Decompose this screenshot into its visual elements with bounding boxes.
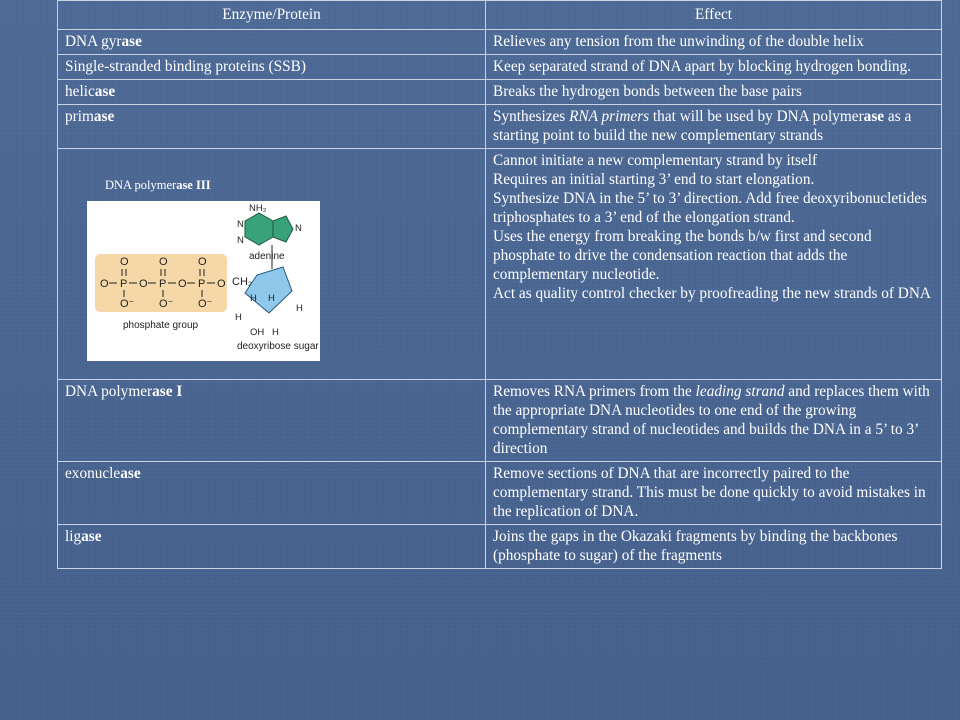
enzyme-suffix: ase <box>121 33 142 50</box>
effect-text: Remove sections of DNA that are incorrectly paired to the complementary strand. This must be done quickly to avoid mistakes in the replication of DNA. <box>493 465 926 520</box>
nucleotide-svg <box>87 201 320 361</box>
effect-line: Requires an initial starting 3’ end to start elongation. <box>493 171 815 188</box>
label-o: O <box>178 278 187 290</box>
enzyme-name: Single-stranded binding proteins (SSB) <box>65 58 306 75</box>
table-header-row <box>58 1 942 30</box>
effect-text: as a starting point to build the new complementary strands <box>493 108 912 144</box>
label-h: H <box>296 303 303 314</box>
label-o: O <box>100 278 109 290</box>
label-h: H <box>268 293 275 304</box>
effect-text: Joins the gaps in the Okazaki fragments by binding the backbones (phosphate to sugar) of the fragments <box>493 528 898 564</box>
enzyme-name: DNA polymer <box>65 383 153 400</box>
effect-cell <box>486 55 942 80</box>
enzyme-cell <box>58 30 486 55</box>
label-n: N <box>295 223 302 234</box>
effect-cell <box>486 105 942 149</box>
label-h: H <box>272 327 279 338</box>
effect-text: that will be used by DNA polymer <box>649 108 864 125</box>
enzyme-suffix: ase <box>120 465 141 482</box>
table-row <box>58 30 942 55</box>
effect-text: Relieves any tension from the unwinding of the double helix <box>493 33 864 50</box>
label-n: N <box>237 235 244 246</box>
enzyme-cell <box>58 380 486 462</box>
adenine-label: adenine <box>249 251 285 262</box>
label-p: P <box>159 278 167 290</box>
deoxyribose-label: deoxyribose sugar <box>237 341 319 352</box>
enzyme-suffix: ase <box>81 528 102 545</box>
table-row <box>58 149 942 380</box>
effect-line: Uses the energy from breaking the bonds b/w first and second phosphate to drive the condensation reaction that adds the complementary nucleotide. <box>493 228 872 283</box>
effect-cell <box>486 462 942 525</box>
enzyme-suffix: ase III <box>176 178 211 192</box>
effect-cell <box>486 149 942 380</box>
label-nh2: NH₂ <box>249 203 267 214</box>
label-o: O <box>198 256 207 268</box>
effect-emphasis: RNA primers <box>569 108 650 125</box>
table-row <box>58 80 942 105</box>
enzyme-cell <box>58 105 486 149</box>
effect-bold: ase <box>863 108 885 125</box>
label-p: P <box>120 278 128 290</box>
enzyme-name: prim <box>65 108 94 125</box>
adenine-ring-small <box>273 216 293 242</box>
header-enzyme: Enzyme/Protein <box>58 1 486 30</box>
table-row <box>58 105 942 149</box>
effect-text: Removes RNA primers from the <box>493 383 696 400</box>
label-n: N <box>237 219 244 230</box>
enzyme-suffix: ase <box>93 108 115 125</box>
enzyme-suffix: ase I <box>152 383 183 400</box>
label-o-minus: O⁻ <box>120 298 135 310</box>
label-o: O <box>139 278 148 290</box>
label-p: P <box>198 278 206 290</box>
enzyme-suffix: ase <box>94 83 116 100</box>
enzyme-name: DNA gyr <box>65 33 122 50</box>
table-row <box>58 55 942 80</box>
effect-text: Breaks the hydrogen bonds between the base pairs <box>493 83 802 100</box>
table-row <box>58 380 942 462</box>
enzyme-cell <box>58 80 486 105</box>
label-h: H <box>250 293 257 304</box>
figure-cell <box>58 149 486 380</box>
nucleotide-diagram <box>87 201 320 361</box>
effect-line: Act as quality control checker by proofreading the new strands of DNA <box>493 285 931 302</box>
label-o-minus: O⁻ <box>159 298 174 310</box>
figure-caption <box>105 176 211 195</box>
table-row <box>58 462 942 525</box>
adenine-ring <box>245 213 273 245</box>
enzyme-name: DNA polymer <box>105 178 177 192</box>
enzyme-name: helic <box>65 83 95 100</box>
enzyme-cell <box>58 525 486 569</box>
effect-text: Synthesizes <box>493 108 570 125</box>
label-h: H <box>235 312 242 323</box>
table-row <box>58 525 942 569</box>
effect-cell <box>486 380 942 462</box>
label-ch2: CH₂ <box>232 276 253 288</box>
enzyme-cell <box>58 462 486 525</box>
label-o: O <box>159 256 168 268</box>
effect-emphasis: leading strand <box>695 383 785 400</box>
effect-line: Synthesize DNA in the 5’ to 3’ direction. Add free deoxyribonucletides triphosphates to a 3’ end of the elongation strand. <box>493 190 928 226</box>
label-oh: OH <box>250 327 265 338</box>
enzyme-name: lig <box>65 528 82 545</box>
enzyme-name: exonucle <box>65 465 121 482</box>
effect-line: Cannot initiate a new complementary strand by itself <box>493 152 818 169</box>
enzyme-cell <box>58 55 486 80</box>
phosphate-group-label: phosphate group <box>123 320 199 331</box>
label-o: O <box>120 256 129 268</box>
header-effect: Effect <box>486 1 942 30</box>
effect-text: and replaces them with the appropriate DNA nucleotides to one end of the growing complementary strand of nucleotides and builds the DNA in a 5’ to 3’ direction <box>493 383 930 457</box>
label-o: O <box>217 278 226 290</box>
effect-cell <box>486 30 942 55</box>
effect-text: Keep separated strand of DNA apart by blocking hydrogen bonding. <box>493 58 912 75</box>
effect-cell <box>486 80 942 105</box>
effect-cell <box>486 525 942 569</box>
sugar-ring <box>245 267 292 313</box>
label-o-minus: O⁻ <box>198 298 213 310</box>
enzyme-table <box>57 0 942 569</box>
